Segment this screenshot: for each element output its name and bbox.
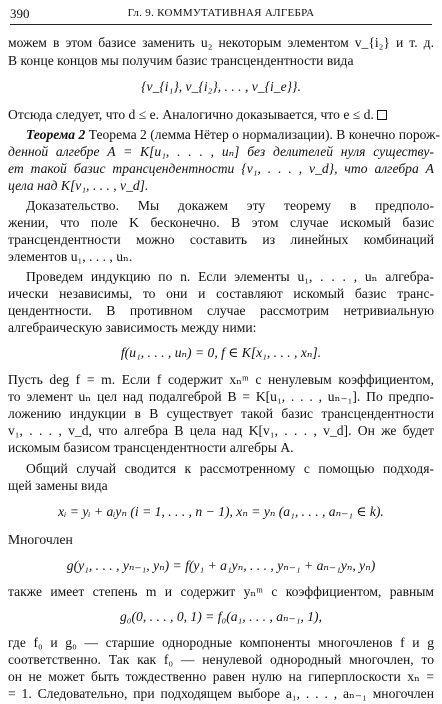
text-line: Отсюда следует, что d ≤ e. Аналогично доказывается, что e ≤ d. (8, 106, 434, 123)
text-line: Общий случай сводится к рассмотренному с помощью подходя- (26, 461, 434, 476)
text-line: ложению индукции в B существует такой базис трансцендентности (8, 406, 434, 421)
text-line: где f₀ и g₀ — старшие однородные компоненты многочленов f и g (8, 635, 434, 650)
theorem-text-line: денной алгебре A = K[u₁, . . . , uₙ] без делителей нуля существу- (8, 144, 434, 159)
text-line: трансцендентности можно составить из линейных комбинаций (8, 232, 434, 247)
formula-leading-coefficient: g₀(0, . . . , 0, 1) = f₀(a₁, . . . , aₙ₋₁, 1), (120, 609, 322, 624)
formula-substitution: xᵢ = yᵢ + aᵢyₙ (i = 1, . . . , n − 1), xₙ = yₙ (a₁, . . . , aₙ₋₁ ∈ k). (58, 504, 384, 519)
text-line: Пусть deg f = m. Если f содержит xₙᵐ с ненулевым коэффициентом, (8, 372, 434, 387)
formula-polynomial-g: g(y₁, . . . , yₙ₋₁, yₙ) = f(y₁ + a₁yₙ, . . . , yₙ₋₁ + aₙ₋₁yₙ, yₙ) (66, 558, 376, 573)
theorem-2-heading: Теорема 2 Теорема 2 (лемма Нётер о нормализации). В конечно порож- (26, 127, 440, 142)
text-line: алгебраическую зависимость между ними: (8, 320, 257, 335)
text-line: он не может быть тождественно равен нулю на гиперплоскости xₙ = (8, 669, 434, 684)
text-line: В конце концов мы получим базис трансцендентности вида (8, 53, 354, 68)
page-header (10, 6, 432, 25)
text-line: Многочлен (8, 532, 73, 547)
text-line: Проведем индукцию по n. Если элементы u₁, . . . , uₙ алгебра- (26, 269, 434, 284)
text-line: то элемент uₙ цел над подалгеброй B = K[u₁, . . . , uₙ₋₁]. По предпо- (8, 389, 434, 404)
text-line: соответственно. Так как f₀ — ненулевой однородный многочлен, то (8, 652, 434, 667)
text-line: = 1. Следовательно, при подходящем выборе a₁, . . . , aₙ₋₁ многочлен (8, 686, 434, 701)
text-line: щей замены вида (8, 478, 108, 493)
theorem-text-line: цела над K[v₁, . . . , v_d]. (8, 178, 149, 193)
formula-algebraic-dependence: f(u₁, . . . , uₙ) = 0, f ∈ K[x₁, . . . , xₙ]. (120, 345, 322, 360)
running-title: Гл. 9. КОММУТАТИВНАЯ АЛГЕБРА (127, 7, 315, 19)
page-number: 390 (10, 6, 30, 21)
text-line: жении, что поле K бесконечно. В этом случае искомый базис (8, 215, 434, 230)
text-line: ически независимы, то они и составляют искомый базис транс- (8, 286, 434, 301)
text-line: v₁, . . . , v_d, что алгебра B цела над K[v₁, . . . , v_d]. Он же будет (8, 423, 434, 438)
theorem-text-line: ет такой базис трансцендентности {v₁, . . . , v_d}, что алгебра A (8, 161, 434, 176)
text-line: можем в этом базисе заменить u₂ некоторым элементом v_{i₂} и т. д. (8, 35, 434, 50)
text-line: элементов u₁, . . . , uₙ. (8, 249, 133, 264)
formula-transcendence-basis: {v_{i₁}, v_{i₂}, . . . , v_{i_e}}. (141, 79, 301, 94)
text-line: искомым базисом трансцендентности алгебры A. (8, 440, 294, 455)
text-line: цендентности. В противном случае рассмотрим нетривиальную (8, 303, 434, 318)
text-line: также имеет степень m и содержит yₙᵐ с коэффициентом, равным (8, 584, 434, 599)
proof-heading: Доказательство. Мы докажем эту теорему в предполо- (26, 198, 434, 213)
qed-square (377, 110, 387, 120)
